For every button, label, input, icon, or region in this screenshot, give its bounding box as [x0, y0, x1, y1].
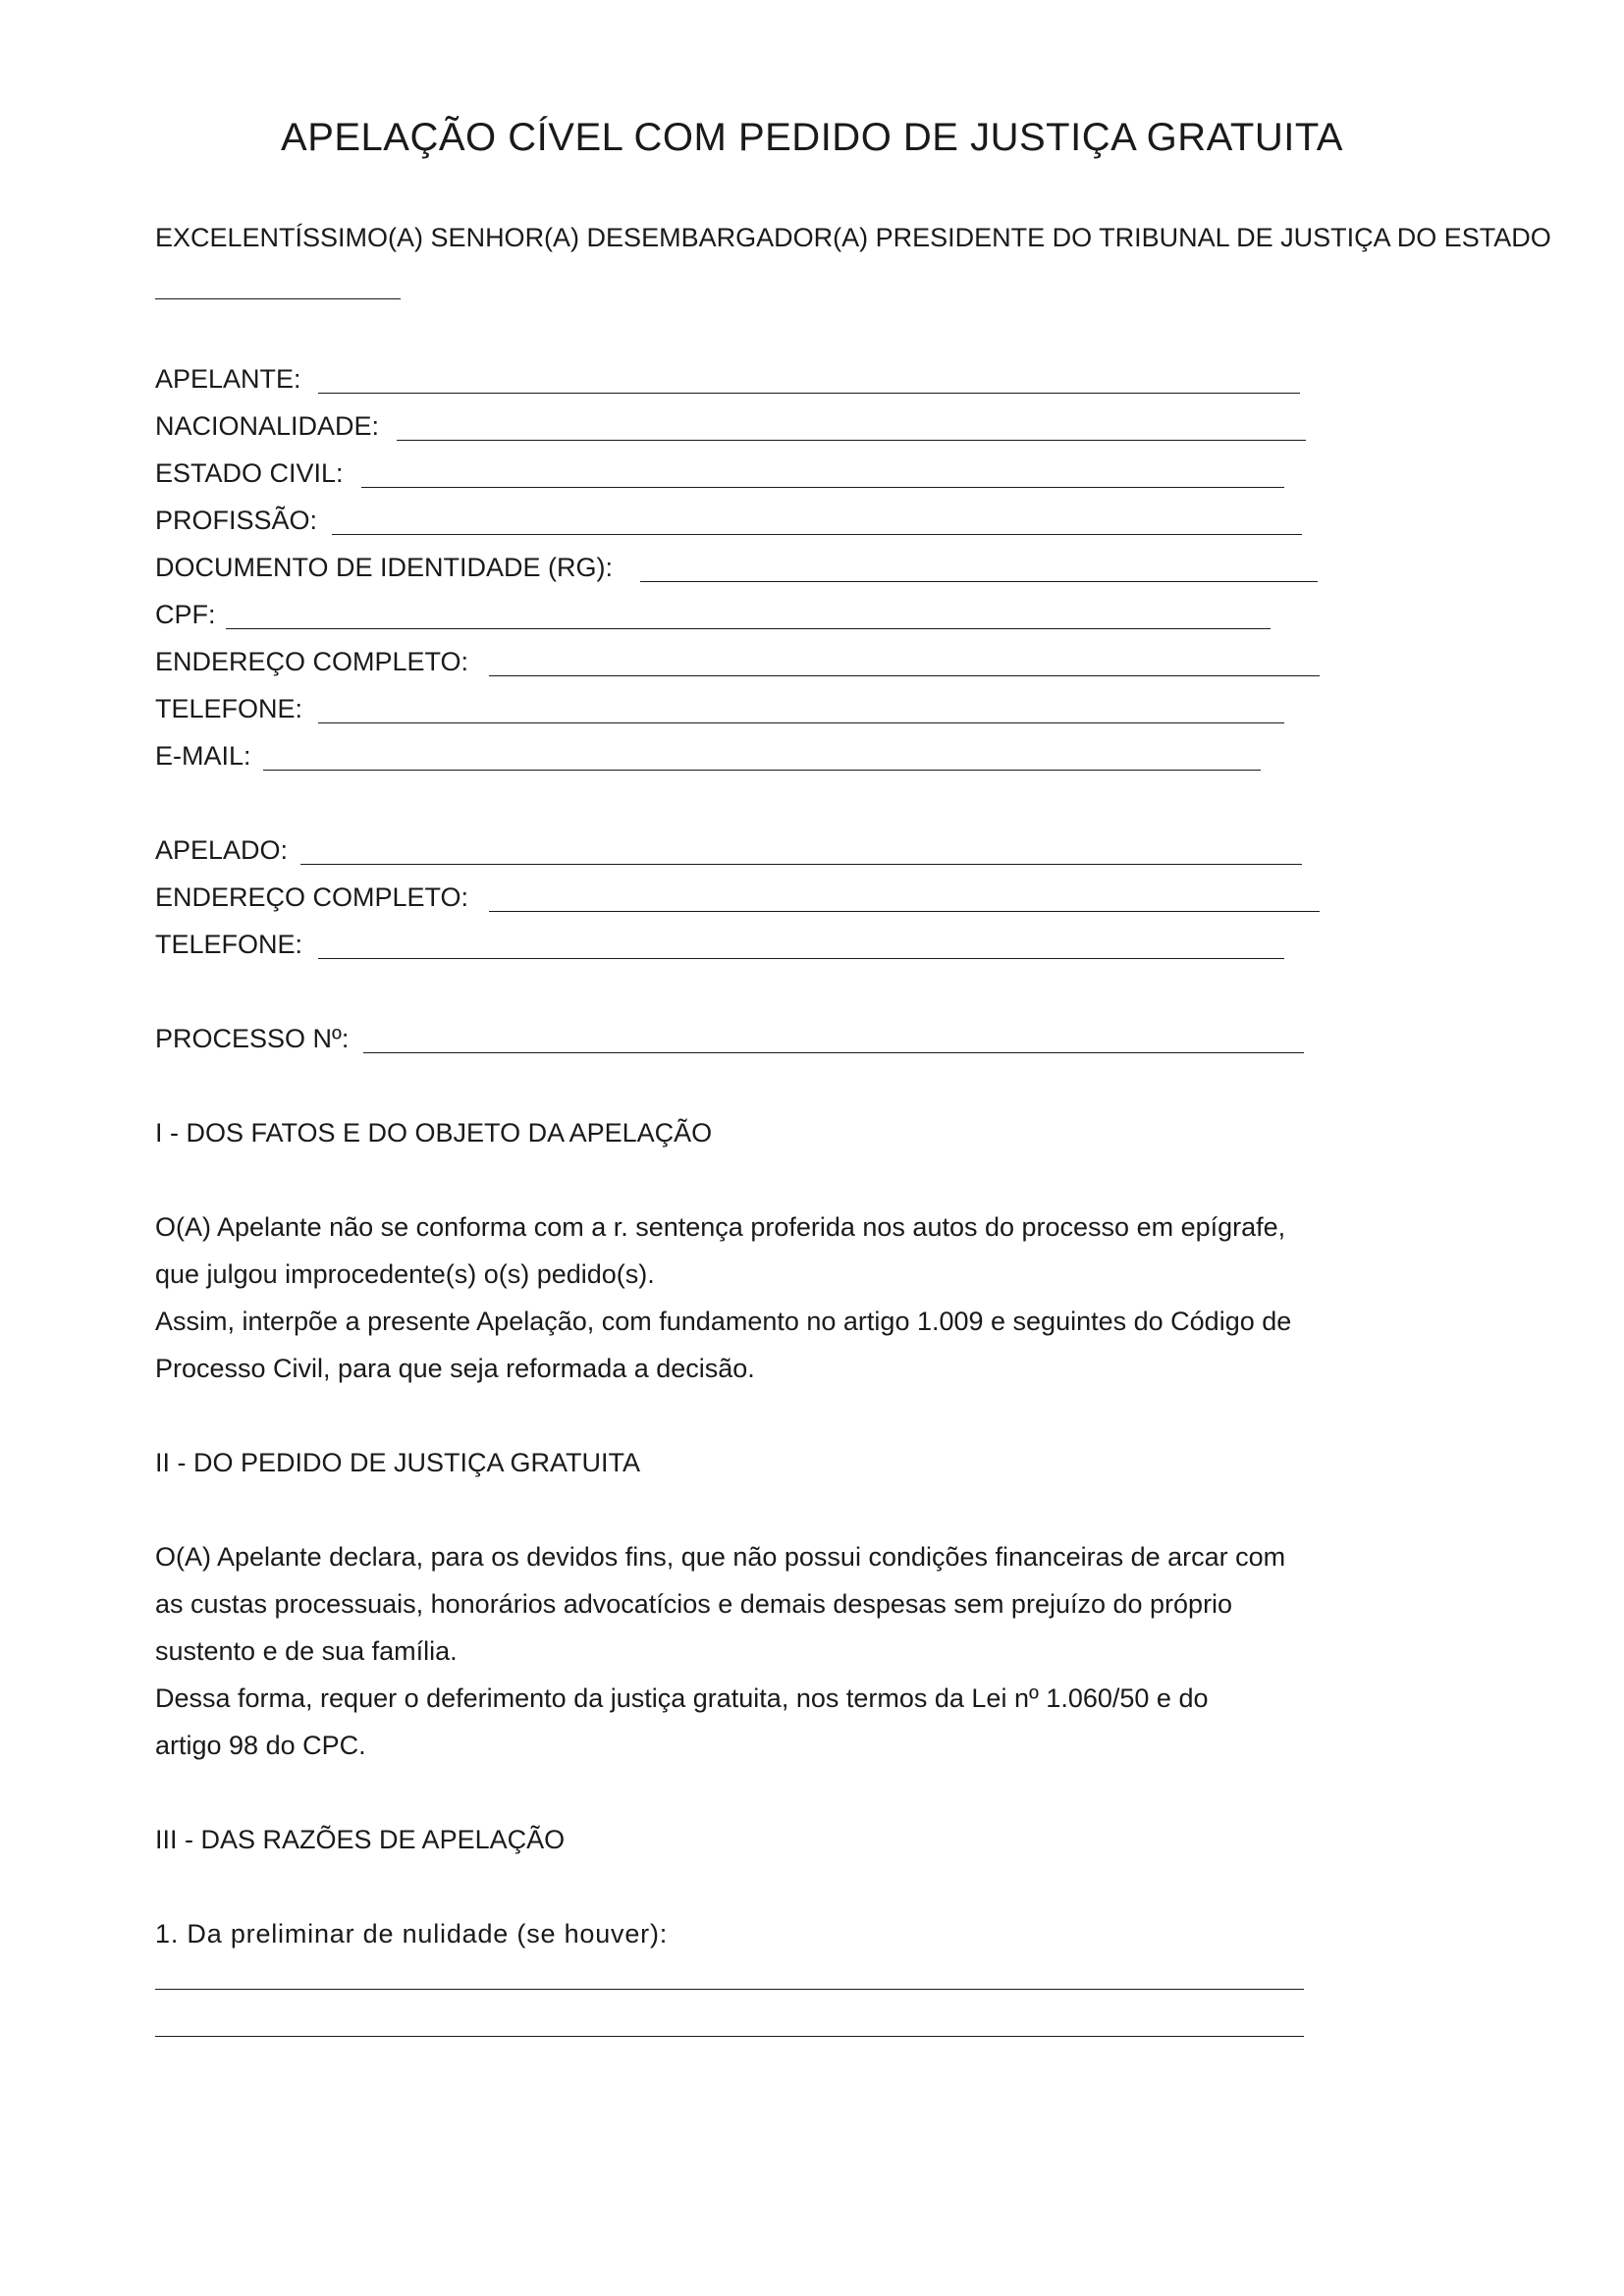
profissao-field[interactable]	[155, 505, 1314, 544]
nacionalidade-field[interactable]	[155, 410, 1314, 450]
email-label: E-MAIL:	[155, 741, 251, 771]
section2-line-1: O(A) Apelante declara, para os devidos fins, que não possui condições financeiras de arcar com	[155, 1542, 1286, 1572]
section1-heading: I - DOS FATOS E DO OBJETO DA APELAÇÃO	[155, 1118, 713, 1148]
section1-line-4: Processo Civil, para que seja reformada a decisão.	[155, 1354, 755, 1383]
apelado-endereco-label: ENDEREÇO COMPLETO:	[155, 882, 469, 912]
apelante-telefone-blank-line[interactable]	[318, 722, 1284, 723]
section3-item1: 1. Da preliminar de nulidade (se houver):	[155, 1919, 669, 1949]
rg-blank-line[interactable]	[640, 581, 1318, 582]
apelante-blank-line[interactable]	[318, 393, 1300, 394]
email-field[interactable]	[155, 740, 1314, 779]
processo-field[interactable]	[155, 1023, 1314, 1062]
section2-line-5: artigo 98 do CPC.	[155, 1731, 366, 1760]
estado-civil-field[interactable]	[155, 457, 1314, 497]
estado-civil-blank-line[interactable]	[361, 487, 1284, 488]
section1-line-2: que julgou improcedente(s) o(s) pedido(s).	[155, 1259, 655, 1289]
apelante-telefone-label: TELEFONE:	[155, 694, 303, 723]
section2-heading: II - DO PEDIDO DE JUSTIÇA GRATUITA	[155, 1448, 641, 1477]
processo-blank-line[interactable]	[363, 1052, 1304, 1053]
cpf-label: CPF:	[155, 600, 216, 629]
apelado-field[interactable]	[155, 834, 1314, 874]
apelante-label: APELANTE:	[155, 364, 301, 394]
apelado-telefone-blank-line[interactable]	[318, 958, 1284, 959]
section3-heading: III - DAS RAZÕES DE APELAÇÃO	[155, 1825, 566, 1854]
apelante-field[interactable]	[155, 363, 1314, 402]
state-blank-line[interactable]	[155, 298, 401, 299]
apelado-blank-line[interactable]	[300, 864, 1302, 865]
section2-line-4: Dessa forma, requer o deferimento da justiça gratuita, nos termos da Lei nº 1.060/50 e do	[155, 1683, 1209, 1713]
nacionalidade-label: NACIONALIDADE:	[155, 411, 380, 441]
rg-field[interactable]	[155, 552, 1314, 591]
estado-civil-label: ESTADO CIVIL:	[155, 458, 344, 488]
apelado-endereco-field[interactable]	[155, 881, 1314, 921]
section1-line-1: O(A) Apelante não se conforma com a r. sentença proferida nos autos do processo em epígrafe,	[155, 1212, 1286, 1242]
apelante-endereco-label: ENDEREÇO COMPLETO:	[155, 647, 469, 676]
section2-line-3: sustento e de sua família.	[155, 1636, 458, 1666]
cpf-field[interactable]	[155, 599, 1314, 638]
apelado-label: APELADO:	[155, 835, 289, 865]
apelante-endereco-field[interactable]	[155, 646, 1314, 685]
document-title: APELAÇÃO CÍVEL COM PEDIDO DE JUSTIÇA GRATUITA	[281, 116, 1343, 159]
rg-label: DOCUMENTO DE IDENTIDADE (RG):	[155, 553, 614, 582]
section2-line-2: as custas processuais, honorários advocatícios e demais despesas sem prejuízo do próprio	[155, 1589, 1233, 1619]
nacionalidade-blank-line[interactable]	[397, 440, 1306, 441]
email-blank-line[interactable]	[263, 770, 1261, 771]
apelante-endereco-blank-line[interactable]	[489, 675, 1320, 676]
profissao-blank-line[interactable]	[332, 534, 1302, 535]
addressee-line: EXCELENTÍSSIMO(A) SENHOR(A) DESEMBARGADOR(A) PRESIDENTE DO TRIBUNAL DE JUSTIÇA DO ESTADO	[155, 223, 1551, 252]
profissao-label: PROFISSÃO:	[155, 506, 318, 535]
item1-blank-line-2[interactable]	[155, 2036, 1304, 2037]
apelado-endereco-blank-line[interactable]	[489, 911, 1320, 912]
processo-label: PROCESSO Nº:	[155, 1024, 350, 1053]
cpf-blank-line[interactable]	[226, 628, 1271, 629]
item1-blank-line-1[interactable]	[155, 1989, 1304, 1990]
apelante-telefone-field[interactable]	[155, 693, 1314, 732]
apelado-telefone-label: TELEFONE:	[155, 930, 303, 959]
section1-line-3: Assim, interpõe a presente Apelação, com fundamento no artigo 1.009 e seguintes do Código de	[155, 1307, 1292, 1336]
apelado-telefone-field[interactable]	[155, 929, 1314, 968]
